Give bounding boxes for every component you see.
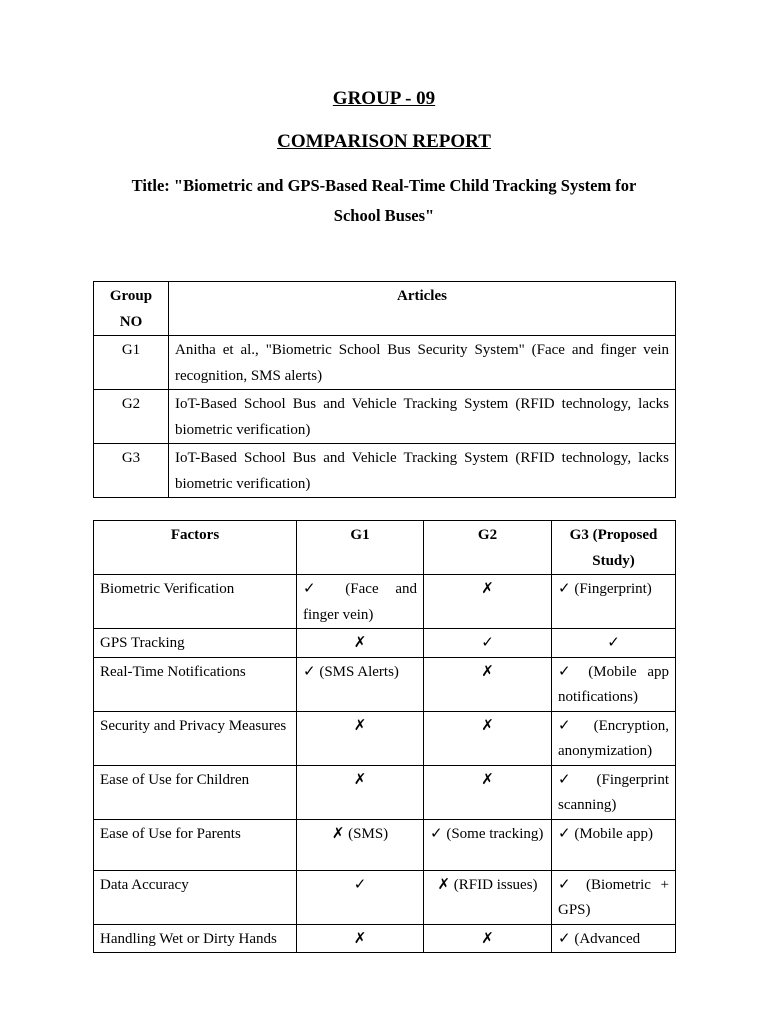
factor-cell: Handling Wet or Dirty Hands — [94, 924, 297, 953]
document-title-line-1: Title: "Biometric and GPS-Based Real-Time Child Tracking System for — [131, 176, 637, 195]
g1-cell: ✗ — [297, 711, 424, 765]
factor-cell: Ease of Use for Parents — [94, 819, 297, 870]
article-cell: Anitha et al., "Biometric School Bus Security System" (Face and finger vein recognition, SMS alerts) — [169, 336, 676, 390]
factor-cell: Biometric Verification — [94, 575, 297, 629]
g3-cell: ✓ (Encryption, anonymization) — [552, 711, 676, 765]
table-row — [94, 390, 676, 444]
document-title-line-2: School Buses" — [333, 206, 435, 225]
articles-header-row — [94, 282, 676, 336]
header-group-no: Group NO — [94, 282, 169, 336]
comparison-table — [93, 520, 676, 953]
group-cell: G2 — [94, 390, 169, 444]
table-row — [94, 336, 676, 390]
g2-cell: ✗ — [424, 575, 552, 629]
table-row — [94, 711, 676, 765]
articles-table — [93, 281, 676, 498]
comparison-header-row — [94, 521, 676, 575]
article-cell: IoT-Based School Bus and Vehicle Tracking System (RFID technology, lacks biometric verification) — [169, 390, 676, 444]
g1-cell: ✗ — [297, 629, 424, 658]
g1-cell: ✗ — [297, 765, 424, 819]
g2-cell: ✓ — [424, 629, 552, 658]
g2-cell: ✗ (RFID issues) — [424, 870, 552, 924]
g1-cell: ✗ (SMS) — [297, 819, 424, 870]
header-g2: G2 — [424, 521, 552, 575]
g2-cell: ✗ — [424, 657, 552, 711]
g3-cell: ✓ (Mobile app notifications) — [552, 657, 676, 711]
g3-cell: ✓ (Mobile app) — [552, 819, 676, 870]
factor-cell: Data Accuracy — [94, 870, 297, 924]
table-row — [94, 444, 676, 498]
g1-cell: ✗ — [297, 924, 424, 953]
report-heading: COMPARISON REPORT — [277, 131, 491, 152]
header-g3: G3 (Proposed Study) — [552, 521, 676, 575]
table-row — [94, 657, 676, 711]
table-row — [94, 575, 676, 629]
g3-cell: ✓ (Fingerprint scanning) — [552, 765, 676, 819]
group-heading: GROUP - 09 — [332, 88, 436, 109]
g3-cell: ✓ (Biometric + GPS) — [552, 870, 676, 924]
table-row — [94, 629, 676, 658]
header-articles: Articles — [169, 282, 676, 336]
g2-cell: ✓ (Some tracking) — [424, 819, 552, 870]
g1-cell: ✓ (SMS Alerts) — [297, 657, 424, 711]
header-g1: G1 — [297, 521, 424, 575]
g3-cell: ✓ (Fingerprint) — [552, 575, 676, 629]
table-row — [94, 924, 676, 953]
g1-cell: ✓ (Face and finger vein) — [297, 575, 424, 629]
g1-cell: ✓ — [297, 870, 424, 924]
factor-cell: Ease of Use for Children — [94, 765, 297, 819]
g2-cell: ✗ — [424, 765, 552, 819]
factor-cell: Real-Time Notifications — [94, 657, 297, 711]
table-row — [94, 870, 676, 924]
g3-cell: ✓ (Advanced — [552, 924, 676, 953]
group-cell: G3 — [94, 444, 169, 498]
factor-cell: GPS Tracking — [94, 629, 297, 658]
table-row — [94, 819, 676, 870]
g2-cell: ✗ — [424, 711, 552, 765]
g2-cell: ✗ — [424, 924, 552, 953]
table-row — [94, 765, 676, 819]
group-cell: G1 — [94, 336, 169, 390]
g3-cell: ✓ — [552, 629, 676, 658]
header-factors: Factors — [94, 521, 297, 575]
article-cell: IoT-Based School Bus and Vehicle Tracking System (RFID technology, lacks biometric verification) — [169, 444, 676, 498]
document-title — [96, 171, 672, 231]
factor-cell: Security and Privacy Measures — [94, 711, 297, 765]
